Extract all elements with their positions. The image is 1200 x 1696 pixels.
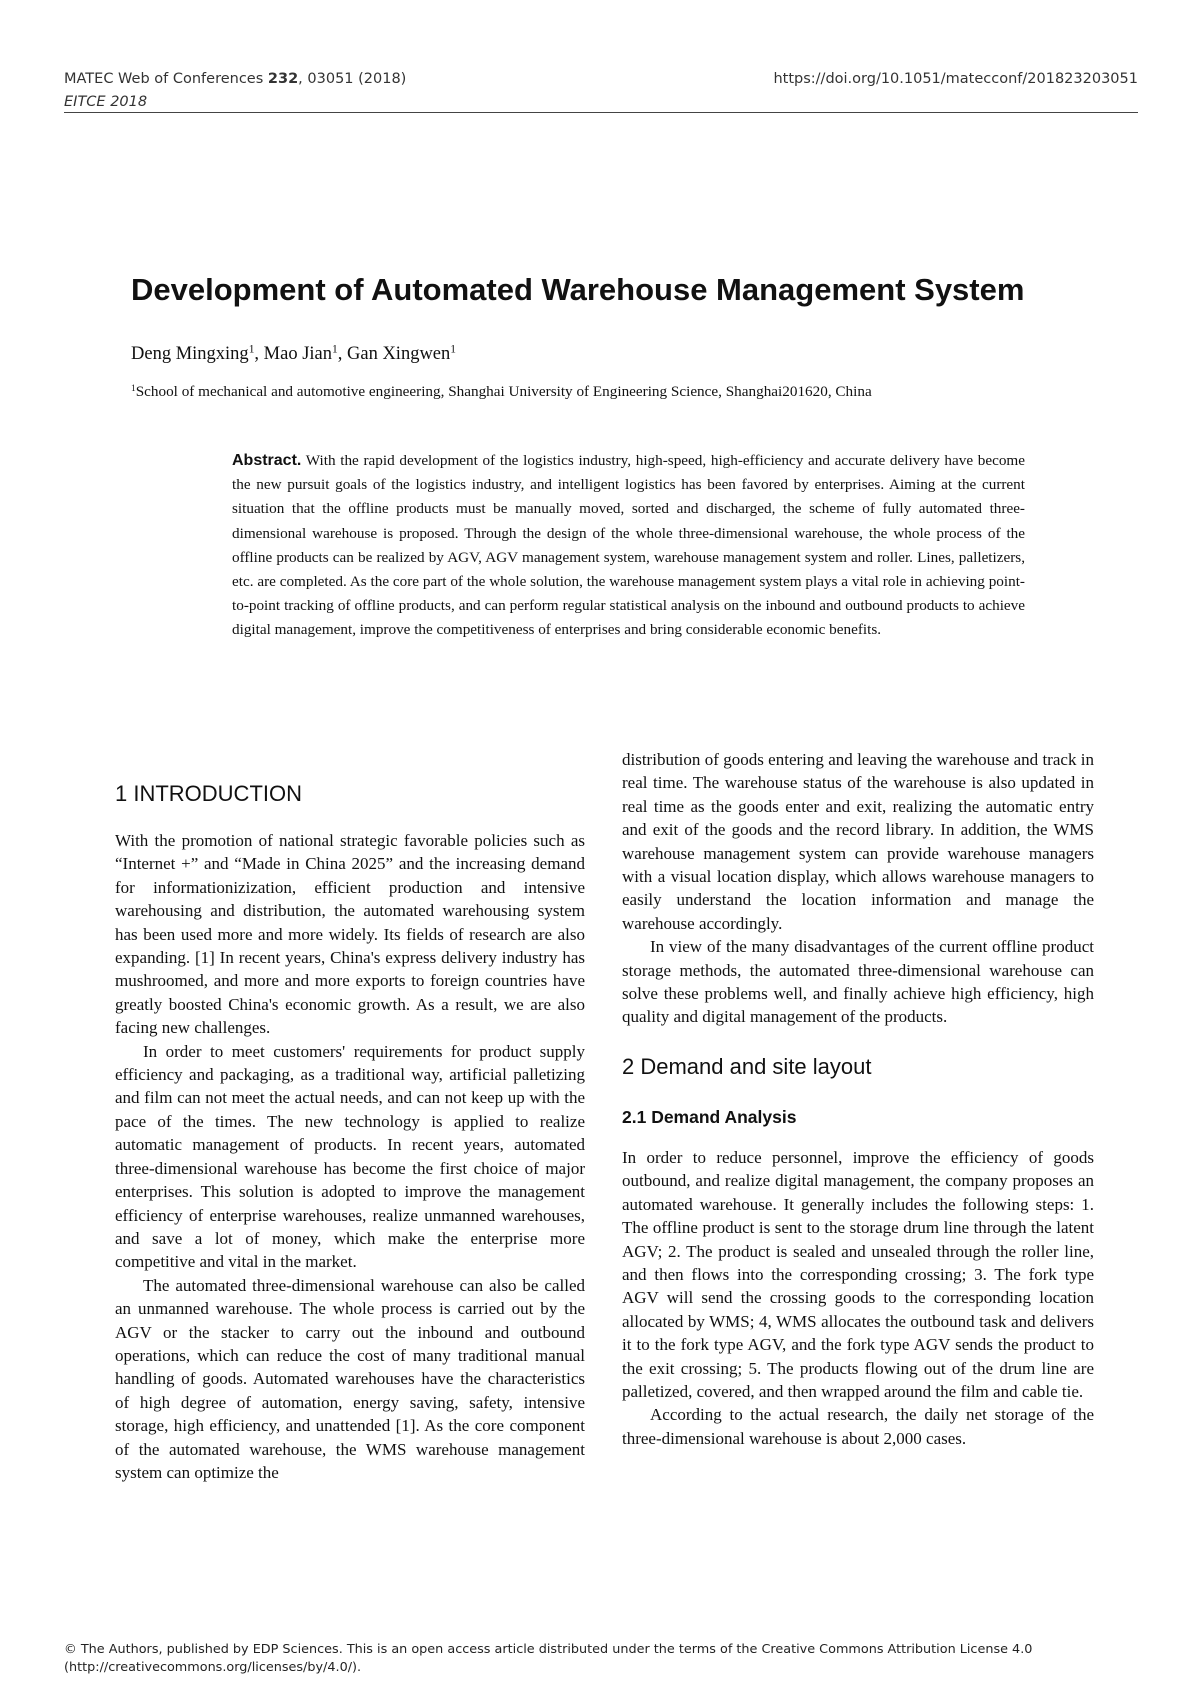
- body-paragraph: The automated three-dimensional warehouse can also be called an unmanned warehouse. The whole process is carried out by the AGV or the stacker to carry out the inbound and outbound operations, which can reduce the cost of many traditional manual handling of goods. Automated warehouses have the characteristics of high degree of automation, energy saving, safety, intensive storage, high efficiency, and unattended [1]. As the core component of the automated warehouse, the WMS warehouse management system can optimize the: [115, 1275, 585, 1482]
- affiliation-mark: 1: [248, 343, 255, 356]
- affiliation-text: School of mechanical and automotive engineering, Shanghai University of Engineering Science, Shanghai201620, China: [135, 383, 872, 400]
- header-rule: [64, 112, 1138, 113]
- author-name: Deng Mingxing: [131, 344, 249, 364]
- paper-title: Development of Automated Warehouse Management System: [131, 272, 1025, 307]
- author-name: Mao Jian: [263, 344, 333, 364]
- right-column: [622, 748, 1094, 1450]
- doi-link[interactable]: https://doi.org/10.1051/matecconf/201823203051: [773, 71, 1138, 87]
- body-paragraph: In order to meet customers' requirements for product supply efficiency and packaging, as a traditional way, artificial palletizing and film can not meet the actual needs, and can not keep up with the pace of the times. The new technology is applied to realize automatic management of products. In recent years, automated three-dimensional warehouse has become the first choice of major enterprises. This solution is adopted to improve the management efficiency of enterprise warehouses, realize unmanned warehouses, and save a lot of money, which make the enterprise more competitive and vital in the market.: [115, 1041, 585, 1272]
- abstract-text: With the rapid development of the logistics industry, high-speed, high-efficiency and accurate delivery have become the new pursuit goals of the logistics industry, and intelligent logistics has been favored by enterprises. Aiming at the current situation that the offline products must be manually moved, sorted and discharged, the scheme of fully automated three-dimensional warehouse is proposed. Through the design of the whole three-dimensional warehouse, the whole process of the offline products can be realized by AGV, AGV management system, warehouse management system and roller. Lines, palletizers, etc. are completed. As the core part of the whole solution, the warehouse management system plays a vital role in achieving point-to-point tracking of offline products, and can perform regular statistical analysis on the inbound and outbound products to achieve digital management, improve the competitiveness of enterprises and bring considerable economic benefits.: [232, 452, 1025, 639]
- left-column: [115, 780, 585, 1484]
- license-link[interactable]: (http://creativecommons.org/licenses/by/4.0/).: [64, 1660, 362, 1675]
- body-paragraph: In view of the many disadvantages of the current offline product storage methods, the automated three-dimensional warehouse can solve these problems well, and finally achieve high efficiency, high quality and digital management of the products.: [622, 937, 1094, 1027]
- author-separator: ,: [254, 344, 264, 364]
- body-paragraph: In order to reduce personnel, improve the efficiency of goods outbound, and realize digital management, the company proposes an automated warehouse. It generally includes the following steps: 1. The offline product is sent to the storage drum line through the latent AGV; 2. The product is sealed and unsealed through the roller line, and then flows into the corresponding crossing; 3. The fork type AGV will send the crossing goods to the corresponding location allocated by WMS; 4, WMS allocates the outbound task and delivers it to the fork type AGV, and the fork type AGV sends the product to the exit crossing; 5. The products flowing out of the drum line are palletized, covered, and then wrapped around the film and cable tie.: [622, 1147, 1094, 1401]
- author-list: [131, 341, 456, 367]
- abstract-label: Abstract.: [232, 452, 302, 469]
- affiliation-mark: 1: [332, 343, 338, 356]
- body-paragraph: With the promotion of national strategic favorable policies such as “Internet +” and “Made in China 2025” and the increasing demand for informationizization, efficient production and intensive warehousing and distribution, the automated warehousing system has been used more and more widely. Its fields of research are also expanding. [1] In recent years, China's express delivery industry has mushroomed, and more and more exports to foreign countries have greatly boosted China's economic growth. As a result, we are also facing new challenges.: [115, 831, 585, 1038]
- affiliation-mark: 1: [131, 383, 136, 394]
- conference-name: EITCE 2018: [64, 94, 148, 110]
- author-name: Gan Xingwen: [347, 344, 451, 364]
- journal-volume: 232: [267, 71, 299, 87]
- journal-citation: [64, 68, 406, 91]
- license-footer: [64, 1641, 1138, 1677]
- affiliation-mark: 1: [450, 343, 457, 356]
- affiliation: [131, 381, 1091, 403]
- body-paragraph: distribution of goods entering and leaving the warehouse and track in real time. The warehouse status of the warehouse is also updated in real time as the goods enter and exit, realizing the automatic entry and exit of the goods and the record library. In addition, the WMS warehouse management system can provide warehouse managers with a visual location display, which allows warehouse managers to easily understand the location information and manage the warehouse accordingly.: [622, 750, 1094, 933]
- subsection-heading-demand-analysis: 2.1 Demand Analysis: [622, 1106, 797, 1127]
- section-heading-demand: 2 Demand and site layout: [622, 1053, 872, 1079]
- license-text: © The Authors, published by EDP Sciences. This is an open access article distributed under the terms of the Creative Commons Attribution License 4.0: [64, 1642, 1033, 1657]
- author-separator: ,: [337, 344, 347, 364]
- abstract: [232, 449, 1025, 643]
- body-paragraph: According to the actual research, the daily net storage of the three-dimensional warehouse is about 2,000 cases.: [622, 1405, 1094, 1448]
- journal-name: MATEC Web of Conferences: [64, 71, 268, 87]
- journal-article-number: , 03051 (2018): [298, 71, 407, 87]
- header-left: [64, 68, 406, 114]
- section-heading-introduction: 1 INTRODUCTION: [115, 781, 302, 806]
